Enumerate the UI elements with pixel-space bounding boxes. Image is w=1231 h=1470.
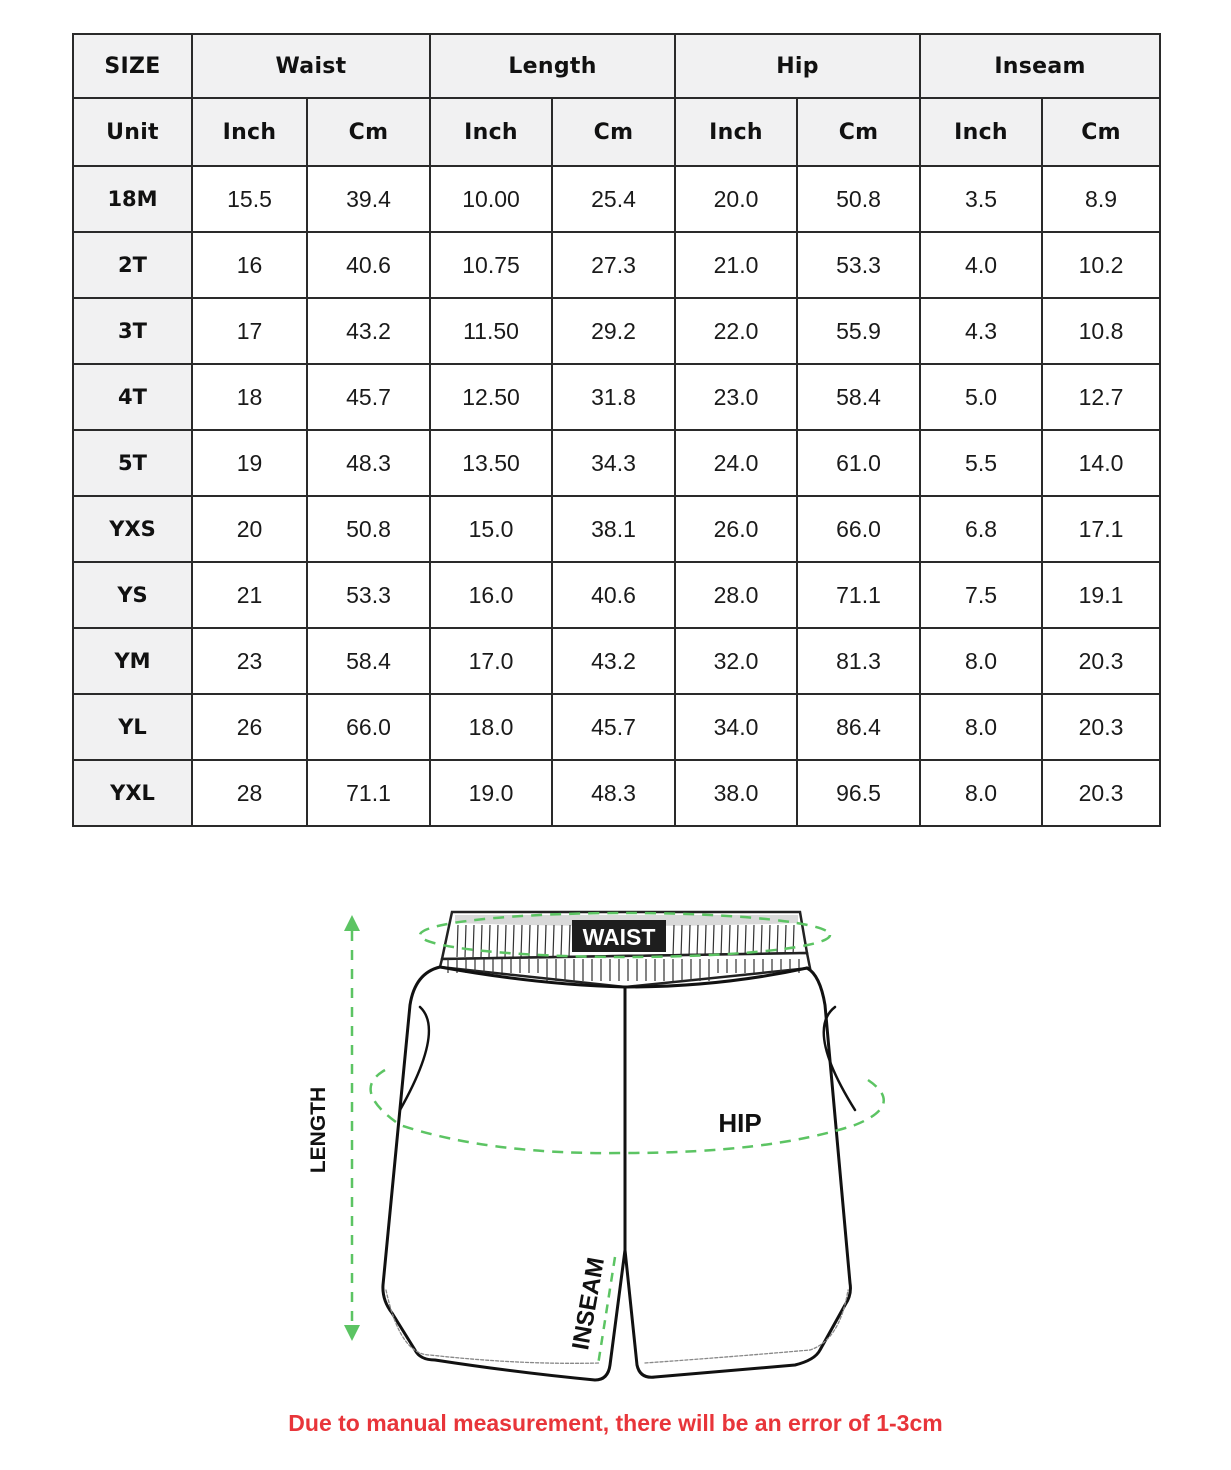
value-cell: 23.0 bbox=[675, 364, 797, 430]
value-cell: 96.5 bbox=[797, 760, 920, 826]
table-row bbox=[73, 628, 1160, 694]
value-cell: 10.2 bbox=[1042, 232, 1160, 298]
value-cell: 12.50 bbox=[430, 364, 552, 430]
size-cell: 5T bbox=[73, 430, 192, 496]
value-cell: 5.0 bbox=[920, 364, 1042, 430]
table-row bbox=[73, 166, 1160, 232]
value-cell: 34.3 bbox=[552, 430, 675, 496]
value-cell: 10.75 bbox=[430, 232, 552, 298]
value-cell: 50.8 bbox=[307, 496, 430, 562]
unit-header: Inch bbox=[192, 98, 307, 166]
value-cell: 13.50 bbox=[430, 430, 552, 496]
value-cell: 28.0 bbox=[675, 562, 797, 628]
value-cell: 43.2 bbox=[307, 298, 430, 364]
value-cell: 6.8 bbox=[920, 496, 1042, 562]
value-cell: 8.0 bbox=[920, 628, 1042, 694]
table-row bbox=[73, 298, 1160, 364]
value-cell: 58.4 bbox=[797, 364, 920, 430]
size-cell: YM bbox=[73, 628, 192, 694]
size-cell: 3T bbox=[73, 298, 192, 364]
header-unit: Unit bbox=[73, 98, 192, 166]
size-cell: 18M bbox=[73, 166, 192, 232]
waist-label-text: WAIST bbox=[582, 924, 656, 950]
value-cell: 55.9 bbox=[797, 298, 920, 364]
value-cell: 26 bbox=[192, 694, 307, 760]
value-cell: 15.5 bbox=[192, 166, 307, 232]
value-cell: 15.0 bbox=[430, 496, 552, 562]
value-cell: 81.3 bbox=[797, 628, 920, 694]
size-chart-table bbox=[72, 33, 1161, 827]
value-cell: 40.6 bbox=[552, 562, 675, 628]
value-cell: 86.4 bbox=[797, 694, 920, 760]
value-cell: 8.0 bbox=[920, 694, 1042, 760]
length-measure-arrow bbox=[344, 915, 360, 1341]
unit-header: Cm bbox=[307, 98, 430, 166]
value-cell: 21 bbox=[192, 562, 307, 628]
value-cell: 71.1 bbox=[797, 562, 920, 628]
value-cell: 43.2 bbox=[552, 628, 675, 694]
value-cell: 16.0 bbox=[430, 562, 552, 628]
value-cell: 66.0 bbox=[797, 496, 920, 562]
unit-header: Inch bbox=[920, 98, 1042, 166]
value-cell: 48.3 bbox=[307, 430, 430, 496]
value-cell: 20.3 bbox=[1042, 760, 1160, 826]
value-cell: 12.7 bbox=[1042, 364, 1160, 430]
value-cell: 17 bbox=[192, 298, 307, 364]
value-cell: 10.8 bbox=[1042, 298, 1160, 364]
value-cell: 20 bbox=[192, 496, 307, 562]
waist-label bbox=[572, 920, 666, 952]
value-cell: 45.7 bbox=[552, 694, 675, 760]
value-cell: 22.0 bbox=[675, 298, 797, 364]
table-row bbox=[73, 430, 1160, 496]
value-cell: 8.9 bbox=[1042, 166, 1160, 232]
table-row bbox=[73, 232, 1160, 298]
header-row-groups bbox=[73, 34, 1160, 98]
value-cell: 48.3 bbox=[552, 760, 675, 826]
value-cell: 32.0 bbox=[675, 628, 797, 694]
value-cell: 19.0 bbox=[430, 760, 552, 826]
length-label: LENGTH bbox=[307, 1086, 330, 1174]
shorts-body bbox=[383, 967, 855, 1380]
table-row bbox=[73, 760, 1160, 826]
value-cell: 5.5 bbox=[920, 430, 1042, 496]
value-cell: 16 bbox=[192, 232, 307, 298]
table-row bbox=[73, 496, 1160, 562]
value-cell: 24.0 bbox=[675, 430, 797, 496]
inseam-label: INSEAM bbox=[567, 1255, 611, 1353]
value-cell: 17.0 bbox=[430, 628, 552, 694]
value-cell: 71.1 bbox=[307, 760, 430, 826]
value-cell: 17.1 bbox=[1042, 496, 1160, 562]
value-cell: 3.5 bbox=[920, 166, 1042, 232]
value-cell: 27.3 bbox=[552, 232, 675, 298]
value-cell: 25.4 bbox=[552, 166, 675, 232]
hip-measure-line bbox=[371, 1070, 884, 1153]
size-cell: YXL bbox=[73, 760, 192, 826]
value-cell: 14.0 bbox=[1042, 430, 1160, 496]
header-size: SIZE bbox=[73, 34, 192, 98]
header-hip: Hip bbox=[675, 34, 920, 98]
value-cell: 38.1 bbox=[552, 496, 675, 562]
value-cell: 10.00 bbox=[430, 166, 552, 232]
size-cell: 4T bbox=[73, 364, 192, 430]
value-cell: 53.3 bbox=[307, 562, 430, 628]
header-length: Length bbox=[430, 34, 675, 98]
value-cell: 53.3 bbox=[797, 232, 920, 298]
value-cell: 4.3 bbox=[920, 298, 1042, 364]
value-cell: 8.0 bbox=[920, 760, 1042, 826]
header-inseam: Inseam bbox=[920, 34, 1160, 98]
size-cell: YL bbox=[73, 694, 192, 760]
unit-header: Cm bbox=[1042, 98, 1160, 166]
size-cell: YXS bbox=[73, 496, 192, 562]
size-cell: 2T bbox=[73, 232, 192, 298]
value-cell: 26.0 bbox=[675, 496, 797, 562]
value-cell: 20.3 bbox=[1042, 628, 1160, 694]
value-cell: 40.6 bbox=[307, 232, 430, 298]
value-cell: 38.0 bbox=[675, 760, 797, 826]
value-cell: 11.50 bbox=[430, 298, 552, 364]
value-cell: 20.3 bbox=[1042, 694, 1160, 760]
shorts-measurement-diagram bbox=[290, 895, 930, 1390]
value-cell: 61.0 bbox=[797, 430, 920, 496]
measurement-error-note: Due to manual measurement, there will be an error of 1-3cm bbox=[288, 1410, 943, 1436]
size-cell: YS bbox=[73, 562, 192, 628]
value-cell: 19 bbox=[192, 430, 307, 496]
unit-header: Cm bbox=[552, 98, 675, 166]
value-cell: 4.0 bbox=[920, 232, 1042, 298]
value-cell: 23 bbox=[192, 628, 307, 694]
table-row bbox=[73, 694, 1160, 760]
value-cell: 19.1 bbox=[1042, 562, 1160, 628]
value-cell: 21.0 bbox=[675, 232, 797, 298]
value-cell: 28 bbox=[192, 760, 307, 826]
unit-header: Inch bbox=[675, 98, 797, 166]
header-row-units bbox=[73, 98, 1160, 166]
value-cell: 31.8 bbox=[552, 364, 675, 430]
header-waist: Waist bbox=[192, 34, 430, 98]
value-cell: 18.0 bbox=[430, 694, 552, 760]
value-cell: 29.2 bbox=[552, 298, 675, 364]
value-cell: 18 bbox=[192, 364, 307, 430]
value-cell: 39.4 bbox=[307, 166, 430, 232]
value-cell: 7.5 bbox=[920, 562, 1042, 628]
value-cell: 58.4 bbox=[307, 628, 430, 694]
hip-label: HIP bbox=[718, 1108, 762, 1138]
value-cell: 50.8 bbox=[797, 166, 920, 232]
unit-header: Inch bbox=[430, 98, 552, 166]
table-row bbox=[73, 364, 1160, 430]
value-cell: 66.0 bbox=[307, 694, 430, 760]
value-cell: 34.0 bbox=[675, 694, 797, 760]
value-cell: 20.0 bbox=[675, 166, 797, 232]
value-cell: 45.7 bbox=[307, 364, 430, 430]
unit-header: Cm bbox=[797, 98, 920, 166]
table-row bbox=[73, 562, 1160, 628]
